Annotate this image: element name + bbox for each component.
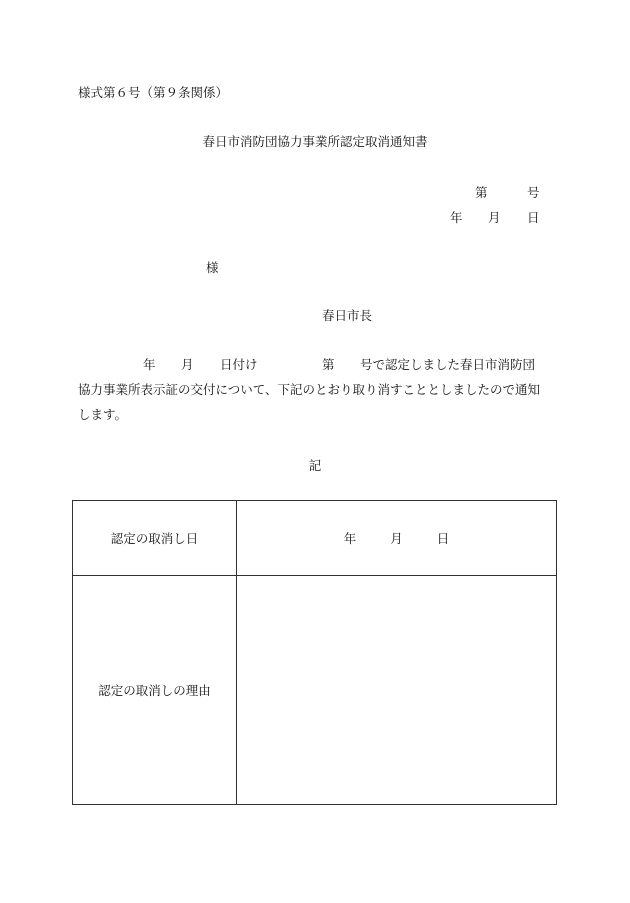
value-date-month: 月 xyxy=(390,531,403,546)
label-revocation-date: 認定の取消し日 xyxy=(73,501,237,576)
ki-heading: 記 xyxy=(308,458,322,473)
issue-date-day: 日 xyxy=(527,210,540,225)
body-line1-month: 月 xyxy=(181,357,194,372)
issue-number-dai: 第 xyxy=(475,185,488,200)
table-row-revocation-date xyxy=(73,501,557,576)
issuer-name: 春日市長 xyxy=(322,308,373,323)
issue-date-month: 月 xyxy=(488,210,501,225)
body-line1-year: 年 xyxy=(143,357,156,372)
body-line1-tail: 号で認定しました春日市消防団 xyxy=(360,357,536,372)
value-revocation-reason[interactable] xyxy=(237,576,557,805)
body-line3: します。 xyxy=(78,407,128,422)
addressee-honorific: 様 xyxy=(206,260,219,275)
label-revocation-reason: 認定の取消しの理由 xyxy=(73,576,237,805)
body-line2: 協力事業所表示証の交付について、下記のとおり取り消すこととしましたので通知 xyxy=(78,382,541,397)
form-number: 様式第６号（第９条関係） xyxy=(78,85,229,100)
body-line1-dai: 第 xyxy=(322,357,335,372)
body-line1-dated: 日付け xyxy=(220,357,258,372)
value-revocation-date[interactable] xyxy=(237,501,557,576)
value-date-day: 日 xyxy=(436,531,450,546)
document-title: 春日市消防団協力事業所認定取消通知書 xyxy=(202,134,428,149)
issue-date-year: 年 xyxy=(450,210,463,225)
revocation-table xyxy=(72,500,557,805)
issue-number-go: 号 xyxy=(527,185,540,200)
table-row-revocation-reason xyxy=(73,576,557,805)
value-date-year: 年 xyxy=(343,531,357,546)
